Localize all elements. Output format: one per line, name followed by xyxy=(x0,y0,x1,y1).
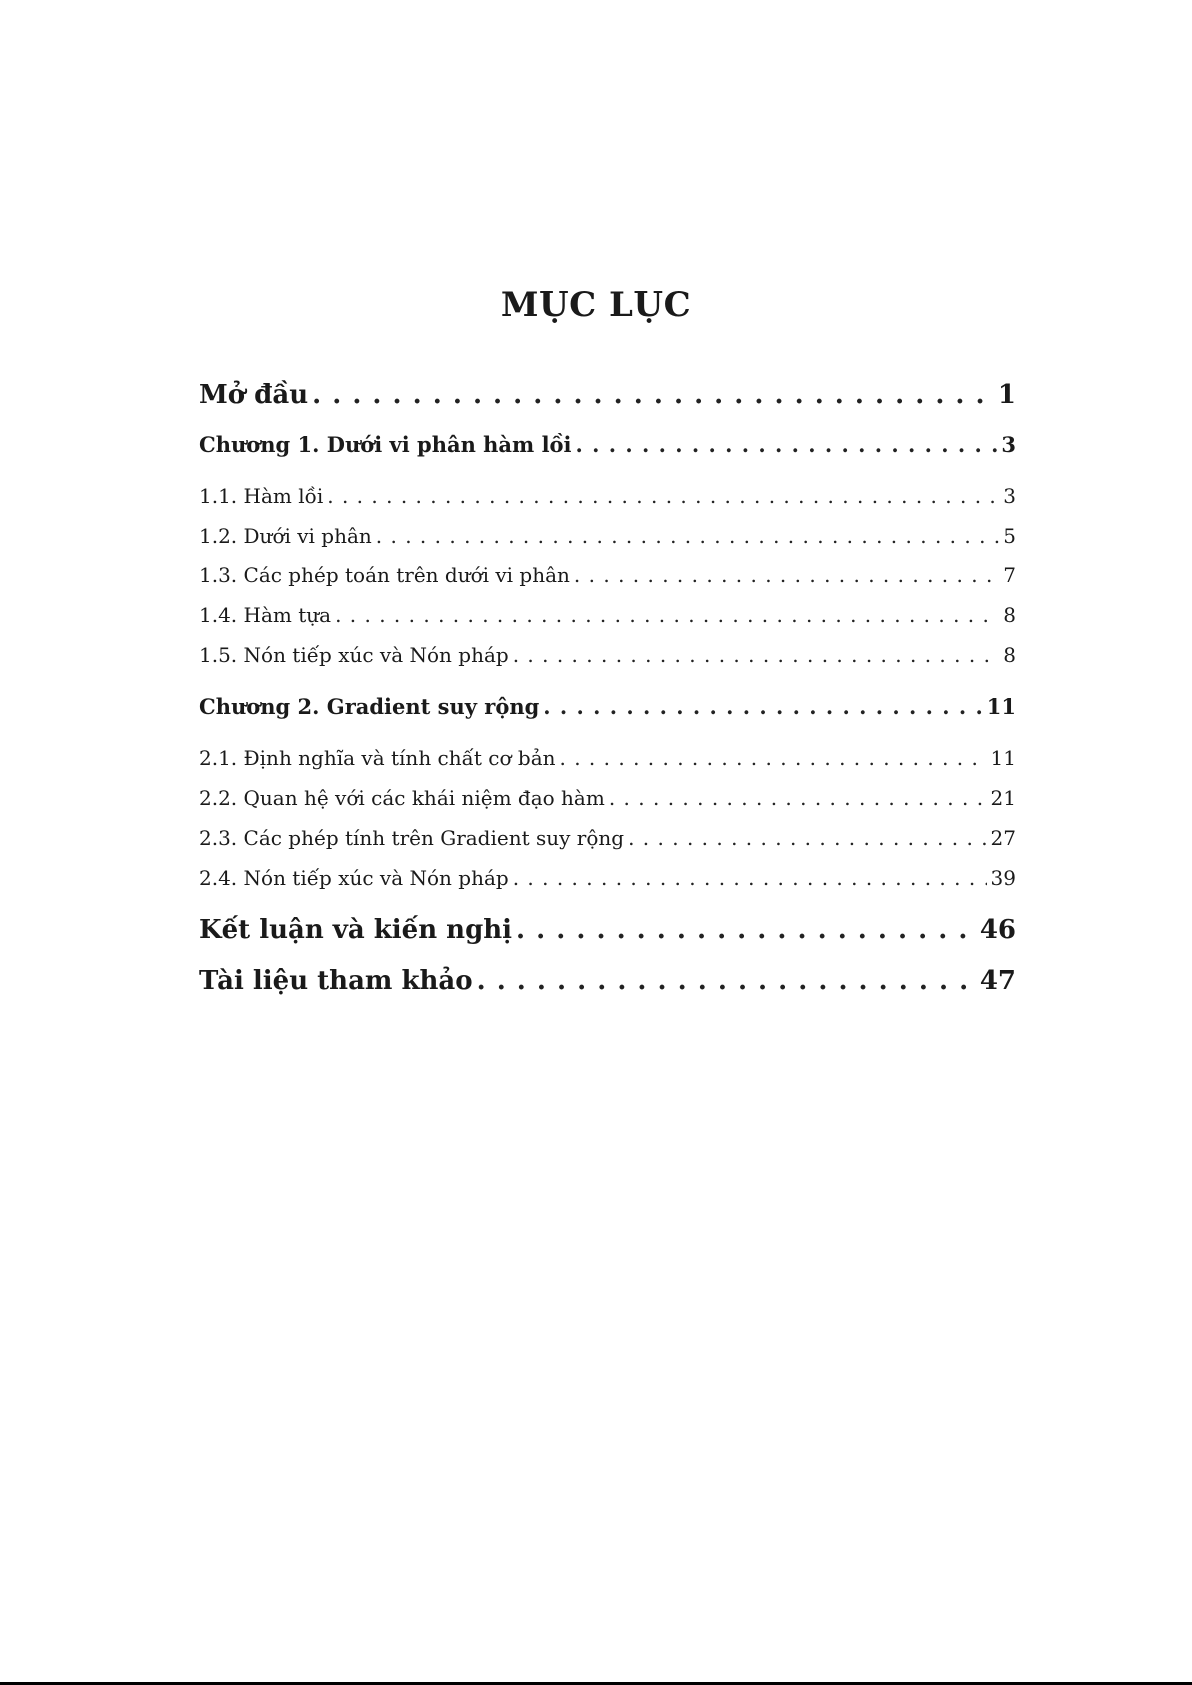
toc-entry-label: 1.5. Nón tiếp xúc và Nón pháp xyxy=(199,643,509,667)
toc-leader-dots xyxy=(543,694,982,719)
toc-leader-dots xyxy=(312,380,994,410)
toc-entry-page: 11 xyxy=(986,694,1016,719)
toc-leader-dots xyxy=(628,826,986,850)
toc-entry-2-2[interactable] xyxy=(199,786,1016,810)
toc-entry-page: 3 xyxy=(1003,484,1016,508)
toc-entry-label: 1.3. Các phép toán trên dưới vi phân xyxy=(199,563,570,587)
toc-entry-1-4[interactable] xyxy=(199,603,1016,627)
toc-leader-dots xyxy=(560,746,987,770)
toc-leader-dots xyxy=(477,966,976,996)
toc-entry-label: Mở đầu xyxy=(199,380,309,410)
toc-entry-label: 2.4. Nón tiếp xúc và Nón pháp xyxy=(199,866,509,890)
toc-entry-page: 39 xyxy=(990,866,1016,890)
toc-entry-page: 27 xyxy=(990,826,1016,850)
toc-entry-chapter-2[interactable] xyxy=(199,694,1016,719)
toc-leader-dots xyxy=(513,643,1000,667)
toc-leader-dots xyxy=(516,915,976,945)
toc-entry-page: 11 xyxy=(990,746,1016,770)
toc-entry-label: Tài liệu tham khảo xyxy=(199,966,473,996)
toc-entry-2-1[interactable] xyxy=(199,746,1016,770)
toc-entry-2-3[interactable] xyxy=(199,826,1016,850)
toc-entry-1-1[interactable] xyxy=(199,484,1016,508)
toc-entry-ket-luan[interactable] xyxy=(199,915,1016,945)
page-title: MỤC LỤC xyxy=(500,285,692,325)
toc-entry-page: 47 xyxy=(979,966,1016,996)
toc-entry-1-5[interactable] xyxy=(199,643,1016,667)
toc-entry-label: 2.2. Quan hệ với các khái niệm đạo hàm xyxy=(199,786,605,810)
toc-entry-label: 2.3. Các phép tính trên Gradient suy rộng xyxy=(199,826,625,850)
toc-entry-page: 8 xyxy=(1003,643,1016,667)
toc-leader-dots xyxy=(574,563,999,587)
toc-entry-1-2[interactable] xyxy=(199,524,1016,548)
toc-entry-mo-dau[interactable] xyxy=(199,380,1016,410)
toc-entry-page: 5 xyxy=(1003,524,1016,548)
toc-leader-dots xyxy=(513,866,987,890)
toc-leader-dots xyxy=(609,786,987,810)
toc-entry-2-4[interactable] xyxy=(199,866,1016,890)
toc-entry-tai-lieu[interactable] xyxy=(199,966,1016,996)
toc-entry-page: 3 xyxy=(1001,432,1016,457)
toc-entry-page: 8 xyxy=(1003,603,1016,627)
toc-entry-label: Chương 1. Dưới vi phân hàm lồi xyxy=(199,432,572,457)
toc-leader-dots xyxy=(376,524,999,548)
toc-leader-dots xyxy=(335,603,999,627)
toc-entry-label: 1.4. Hàm tựa xyxy=(199,603,332,627)
toc-entry-label: 1.2. Dưới vi phân xyxy=(199,524,372,548)
toc-entry-label: Chương 2. Gradient suy rộng xyxy=(199,694,540,719)
toc-entry-1-3[interactable] xyxy=(199,563,1016,587)
toc-entry-page: 46 xyxy=(979,915,1016,945)
toc-leader-dots xyxy=(576,432,998,457)
toc-entry-page: 7 xyxy=(1003,563,1016,587)
toc-entry-page: 1 xyxy=(997,380,1016,410)
toc-entry-chapter-1[interactable] xyxy=(199,432,1016,457)
toc-entry-label: Kết luận và kiến nghị xyxy=(199,915,513,945)
toc-entry-page: 21 xyxy=(990,786,1016,810)
toc-entry-label: 2.1. Định nghĩa và tính chất cơ bản xyxy=(199,746,556,770)
toc-entry-label: 1.1. Hàm lồi xyxy=(199,484,324,508)
toc-leader-dots xyxy=(327,484,999,508)
